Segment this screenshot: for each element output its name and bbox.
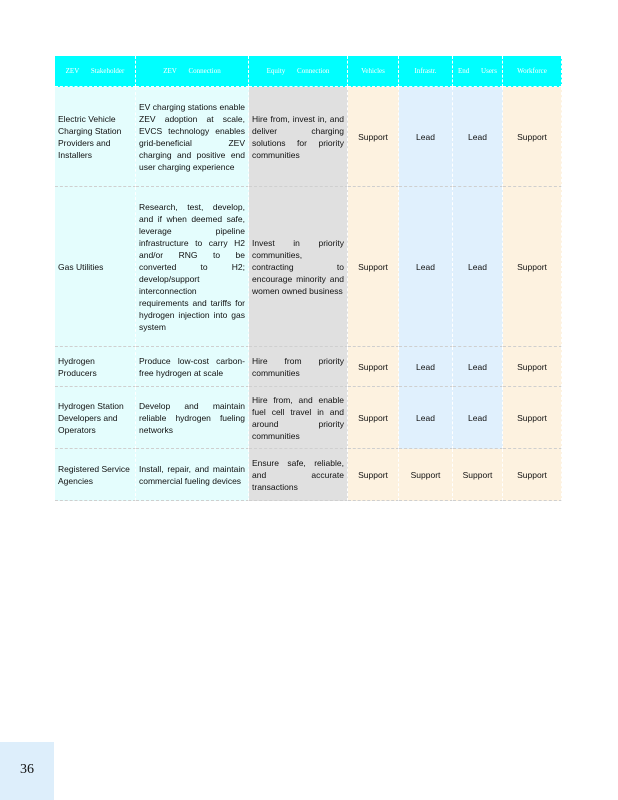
header-workforce: Workforce bbox=[503, 56, 562, 87]
table-header-row bbox=[55, 56, 562, 87]
cell-workforce: Support bbox=[503, 187, 562, 347]
header-stakeholder: ZEV Stakeholder bbox=[55, 56, 136, 87]
cell-end-users: Lead bbox=[453, 387, 503, 449]
cell-end-users: Lead bbox=[453, 347, 503, 387]
cell-stakeholder: Hydrogen Station Developers and Operators bbox=[55, 387, 136, 449]
cell-connection: Produce low-cost carbon-free hydrogen at scale bbox=[136, 347, 249, 387]
cell-stakeholder: Registered Service Agencies bbox=[55, 449, 136, 501]
cell-equity: Ensure safe, reliable, and accurate transactions bbox=[249, 449, 348, 501]
cell-vehicles: Support bbox=[348, 87, 399, 187]
table-row bbox=[55, 87, 562, 187]
cell-workforce: Support bbox=[503, 387, 562, 449]
cell-equity: Hire from, invest in, and deliver charging solutions for priority communities bbox=[249, 87, 348, 187]
cell-equity: Hire from priority communities bbox=[249, 347, 348, 387]
cell-end-users: Lead bbox=[453, 187, 503, 347]
cell-infrastr: Lead bbox=[399, 87, 453, 187]
cell-workforce: Support bbox=[503, 449, 562, 501]
cell-infrastr: Lead bbox=[399, 347, 453, 387]
header-vehicles: Vehicles bbox=[348, 56, 399, 87]
cell-vehicles: Support bbox=[348, 187, 399, 347]
page-number: 36 bbox=[20, 762, 34, 777]
cell-infrastr: Lead bbox=[399, 387, 453, 449]
cell-infrastr: Support bbox=[399, 449, 453, 501]
cell-stakeholder: Gas Utilities bbox=[55, 187, 136, 347]
table-row bbox=[55, 449, 562, 501]
cell-end-users: Lead bbox=[453, 87, 503, 187]
table-row bbox=[55, 187, 562, 347]
page-number-box bbox=[0, 742, 54, 800]
cell-workforce: Support bbox=[503, 347, 562, 387]
cell-end-users: Support bbox=[453, 449, 503, 501]
header-connection: ZEV Connection bbox=[136, 56, 249, 87]
header-end-users: End Users bbox=[453, 56, 503, 87]
header-equity: Equity Connection bbox=[249, 56, 348, 87]
zev-stakeholder-table bbox=[55, 56, 562, 501]
cell-equity: Hire from, and enable fuel cell travel in and around priority communities bbox=[249, 387, 348, 449]
cell-connection: Develop and maintain reliable hydrogen fueling networks bbox=[136, 387, 249, 449]
table-row bbox=[55, 387, 562, 449]
cell-connection: Research, test, develop, and if when deemed safe, leverage pipeline infrastructure to carry H2 and/or RNG to be converted to H2; develop/support interconnection requirements and tariffs for hydrogen injection into gas system bbox=[136, 187, 249, 347]
cell-workforce: Support bbox=[503, 87, 562, 187]
cell-connection: Install, repair, and maintain commercial fueling devices bbox=[136, 449, 249, 501]
header-infrastr: Infrastr. bbox=[399, 56, 453, 87]
cell-vehicles: Support bbox=[348, 449, 399, 501]
table-row bbox=[55, 347, 562, 387]
cell-infrastr: Lead bbox=[399, 187, 453, 347]
cell-connection: EV charging stations enable ZEV adoption at scale, EVCS technology enables grid-beneficial ZEV charging and positive end user charging experience bbox=[136, 87, 249, 187]
cell-vehicles: Support bbox=[348, 347, 399, 387]
cell-vehicles: Support bbox=[348, 387, 399, 449]
cell-stakeholder: Electric Vehicle Charging Station Providers and Installers bbox=[55, 87, 136, 187]
cell-stakeholder: Hydrogen Producers bbox=[55, 347, 136, 387]
cell-equity: Invest in priority communities, contracting to encourage minority and women owned business bbox=[249, 187, 348, 347]
